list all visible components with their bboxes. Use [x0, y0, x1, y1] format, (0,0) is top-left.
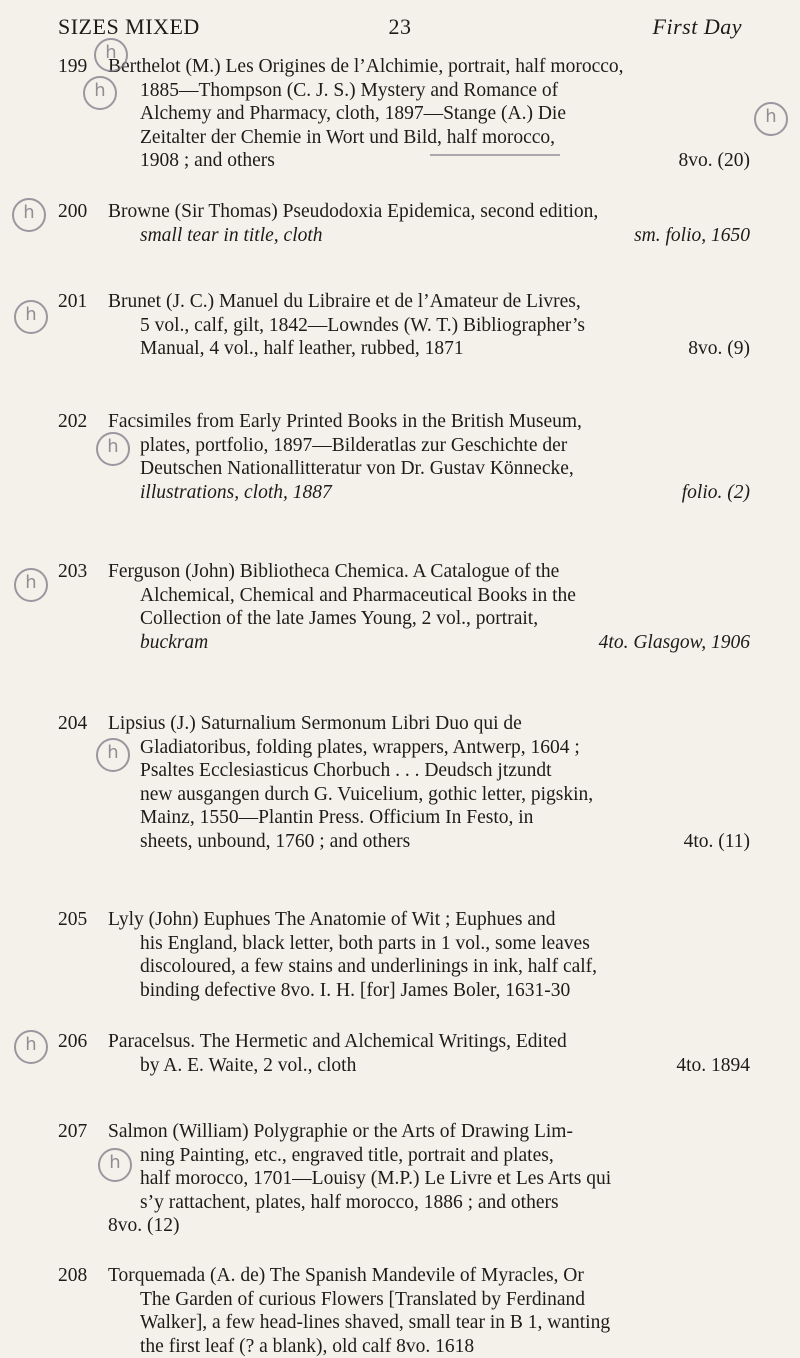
lot-entry — [58, 1030, 750, 1077]
lot-line: Berthelot (M.) Les Origines de l’Alchimie, portrait, half morocco, — [108, 56, 624, 77]
lot-meta — [108, 481, 750, 505]
lot-description — [108, 410, 750, 504]
lot-format: 8vo. (12) — [108, 1215, 180, 1236]
lot-line: Walker], a few head-lines shaved, small tear in B 1, wanting — [140, 1312, 611, 1333]
lot-description — [108, 908, 750, 1002]
lot-meta — [108, 149, 750, 173]
lot-number: 204 — [58, 713, 88, 734]
lot-line: new ausgangen durch G. Vuicelium, gothic letter, pigskin, — [140, 783, 594, 805]
lot-description — [108, 712, 750, 853]
lot-line: plates, portfolio, 1897—Bilderatlas zur Geschichte der — [140, 434, 568, 456]
header-section: SIZES MIXED — [58, 14, 200, 39]
lot-line: ning Painting, etc., engraved title, portrait and plates, — [140, 1144, 554, 1166]
lot-line: sheets, unbound, 1760 ; and others — [140, 830, 411, 852]
lot-format: 4to. (11) — [683, 830, 750, 852]
handwritten-scrawl — [430, 154, 560, 156]
lot-line: Zeitalter der Chemie in Wort und Bild, half morocco, — [140, 126, 556, 148]
handwritten-stamp-icon: h — [96, 432, 130, 466]
lot-number: 208 — [58, 1265, 88, 1286]
lot-description — [108, 1264, 750, 1358]
lot-line: Collection of the late James Young, 2 vol., portrait, — [140, 608, 539, 629]
lot-line: Salmon (William) Polygraphie or the Arts of Drawing Lim- — [108, 1121, 573, 1142]
lot-number: 205 — [58, 909, 88, 930]
lot-number: 203 — [58, 561, 88, 582]
lot-number: 200 — [58, 201, 88, 222]
handwritten-stamp-icon: h — [754, 102, 788, 136]
lot-line: by A. E. Waite, 2 vol., cloth — [140, 1054, 357, 1076]
lot-number: 207 — [58, 1121, 88, 1142]
lot-format: 8vo. (20) — [678, 150, 750, 171]
lot-line: 5 vol., calf, gilt, 1842—Lowndes (W. T.) Bibliographer’s — [140, 314, 586, 336]
lot-line: Browne (Sir Thomas) Pseudodoxia Epidemica, second edition, — [108, 201, 599, 222]
lot-format: folio. (2) — [681, 481, 750, 503]
lot-line: Facsimiles from Early Printed Books in the British Museum, — [108, 411, 582, 432]
lot-line: Alchemy and Pharmacy, cloth, 1897—Stange (A.) Die — [140, 103, 567, 124]
handwritten-stamp-icon: h — [98, 1148, 132, 1182]
handwritten-stamp-icon: h — [83, 76, 117, 110]
lot-format: sm. folio, 1650 — [634, 224, 750, 246]
lot-entry — [58, 200, 750, 247]
lot-meta — [108, 830, 750, 854]
header-day: First Day — [652, 14, 742, 39]
lot-format: 4to. 1894 — [676, 1054, 750, 1076]
lot-format: 4to. Glasgow, 1906 — [598, 631, 750, 653]
page-number: 23 — [388, 14, 412, 39]
lot-entry — [58, 55, 750, 173]
lot-line: illustrations, cloth, 1887 — [140, 481, 332, 503]
lot-line: Paracelsus. The Hermetic and Alchemical Writings, Edited — [108, 1031, 567, 1052]
lot-line: Brunet (J. C.) Manuel du Libraire et de l’Amateur de Livres, — [108, 291, 581, 312]
lot-meta-left: 1908 ; and others — [140, 150, 275, 171]
lot-line: Torquemada (A. de) The Spanish Mandevile of Myracles, Or — [108, 1265, 584, 1286]
lot-entry — [58, 712, 750, 853]
lot-line: Ferguson (John) Bibliotheca Chemica. A Catalogue of the — [108, 561, 560, 582]
lot-line: Deutschen Nationallitteratur von Dr. Gustav Könnecke, — [140, 458, 574, 479]
lot-number: 202 — [58, 411, 88, 432]
lot-line: discoloured, a few stains and underlinings in ink, half calf, — [140, 956, 598, 977]
lot-line: small tear in title, cloth — [140, 224, 323, 246]
lot-entry — [58, 290, 750, 361]
lot-entry — [58, 410, 750, 504]
lot-line: Lyly (John) Euphues The Anatomie of Wit ; Euphues and — [108, 909, 556, 930]
handwritten-stamp-icon: h — [96, 738, 130, 772]
lot-line: Mainz, 1550—Plantin Press. Officium In Festo, in — [140, 807, 534, 828]
lot-line: Psaltes Ecclesiasticus Chorbuch . . . Deudsch jtzundt — [140, 760, 552, 781]
lot-line: his England, black letter, both parts in 1 vol., some leaves — [140, 932, 590, 954]
lot-number: 201 — [58, 291, 88, 312]
page-header — [58, 14, 742, 44]
lot-entry — [58, 1120, 750, 1238]
lot-format: 8vo. (9) — [688, 338, 750, 359]
lot-description — [108, 1120, 750, 1238]
lot-meta — [108, 337, 750, 361]
lot-line: binding defective 8vo. I. H. [for] James Boler, 1631-30 — [140, 979, 571, 1001]
lot-description — [108, 55, 750, 173]
handwritten-stamp-icon: h — [14, 300, 48, 334]
lot-line: half morocco, 1701—Louisy (M.P.) Le Livre et Les Arts qui — [140, 1168, 612, 1189]
lot-entry — [58, 908, 750, 1002]
lot-number: 206 — [58, 1031, 88, 1052]
handwritten-stamp-icon: h — [94, 38, 128, 72]
lot-line: Manual, 4 vol., half leather, rubbed, 1871 — [140, 338, 464, 359]
lot-description — [108, 200, 750, 247]
lot-description — [108, 560, 750, 654]
lot-line: Alchemical, Chemical and Pharmaceutical Books in the — [140, 584, 576, 606]
lot-line: The Garden of curious Flowers [Translated by Ferdinand — [140, 1288, 585, 1310]
lot-entry — [58, 1264, 750, 1358]
lot-line: buckram — [140, 631, 209, 653]
lot-line: 1885—Thompson (C. J. S.) Mystery and Romance of — [140, 79, 559, 101]
lot-line: Gladiatoribus, folding plates, wrappers, Antwerp, 1604 ; — [140, 736, 580, 758]
lot-meta — [108, 224, 750, 248]
lot-line: s’y rattachent, plates, half morocco, 1886 ; and others — [140, 1191, 559, 1213]
handwritten-stamp-icon: h — [14, 568, 48, 602]
lot-line: Lipsius (J.) Saturnalium Sermonum Libri Duo qui de — [108, 713, 522, 734]
lot-line: the first leaf (? a blank), old calf 8vo. 1618 — [140, 1335, 475, 1357]
lot-description — [108, 290, 750, 361]
handwritten-stamp-icon: h — [12, 198, 46, 232]
lot-description — [108, 1030, 750, 1077]
handwritten-stamp-icon: h — [14, 1030, 48, 1064]
lot-meta — [108, 1054, 750, 1078]
lot-entry — [58, 560, 750, 654]
lot-number: 199 — [58, 56, 88, 77]
lot-meta — [108, 631, 750, 655]
